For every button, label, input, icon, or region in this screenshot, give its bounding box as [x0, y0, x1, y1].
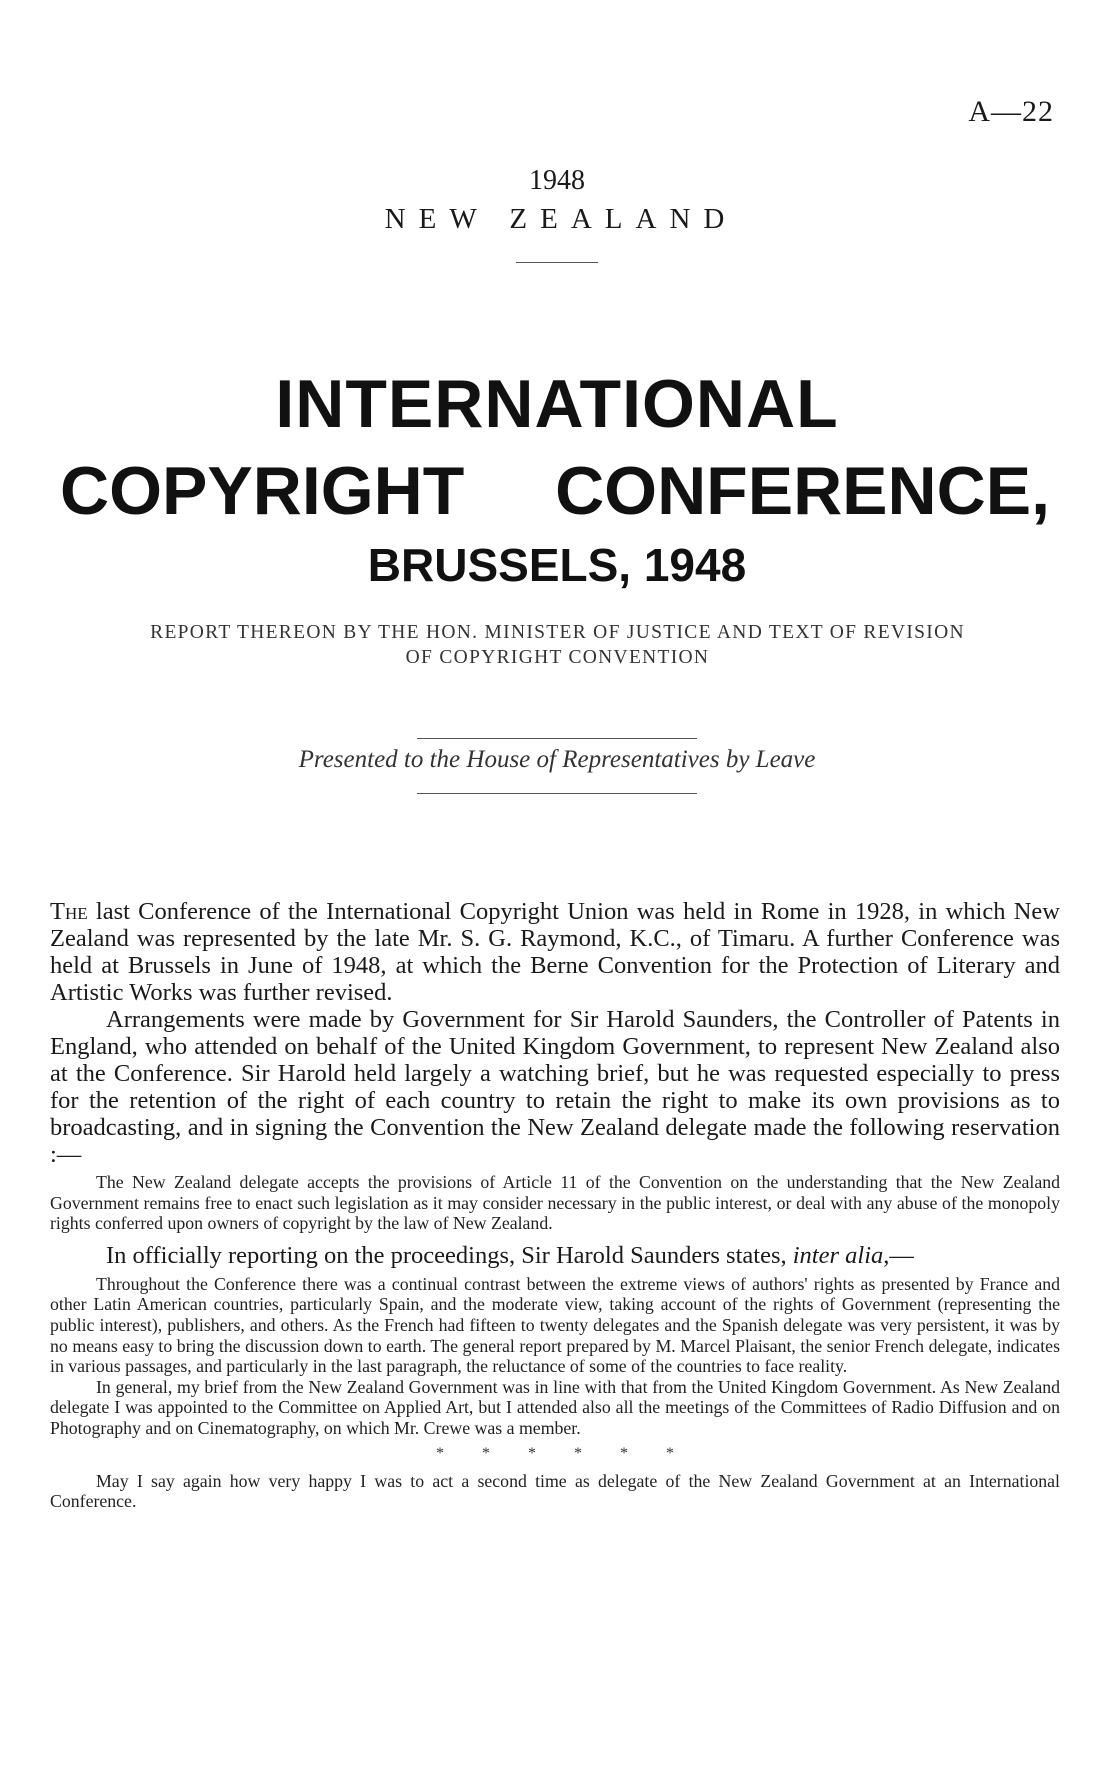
paragraph-3-latin: inter alia	[792, 1241, 884, 1269]
title-line-1: INTERNATIONAL	[275, 366, 839, 442]
saunders-quote-3: May I say again how very happy I was to act a second time as delegate of the New Zealand Government at an International Conference.	[50, 1470, 1060, 1512]
title-line-3: BRUSSELS, 1948	[367, 539, 747, 591]
presented-top-divider	[417, 738, 697, 739]
publication-year: 1948	[529, 165, 585, 196]
paragraph-1	[50, 898, 1060, 1006]
paragraph-2: Arrangements were made by Government for Sir Harold Saunders, the Controller of Patents in England, who attended on behalf of the United Kingdom Government, to represent New Zealand also at the Conference. Sir Harold held largely a watching brief, but he was requested especially to press for the retention of the right of each country to retain the right to make its own provisions as to broadcasting, and in signing the Convention the New Zealand delegate made the following reservation :—	[50, 1006, 1060, 1168]
paragraph-3-end: ,—	[883, 1241, 914, 1269]
paragraph-3-text: In officially reporting on the proceedings, Sir Harold Saunders states,	[106, 1241, 793, 1269]
presented-note: Presented to the House of Representatives by Leave	[298, 746, 816, 773]
country-heading: NEW ZEALAND	[384, 203, 738, 235]
title-word-conference: CONFERENCE,	[555, 453, 1050, 529]
report-body	[50, 898, 1060, 1512]
paragraph-1-text: last Conference of the International Copyright Union was held in Rome in 1928, in which New Zealand was represented by the late Mr. S. G. Raymond, K.C., of Timaru. A further Conference was held at Brussels in June of 1948, at which the Berne Convention for the Protection of Literary and Artistic Works was further revised.	[50, 898, 1060, 1006]
report-subtitle	[60, 620, 1055, 670]
title-word-copyright: COPYRIGHT	[60, 453, 465, 529]
subtitle-line-1: REPORT THEREON BY THE HON. MINISTER OF JUSTICE AND TEXT OF REVISION	[150, 622, 965, 643]
paragraph-1-lead: The	[50, 898, 88, 925]
header-divider	[516, 262, 598, 263]
presented-bottom-divider	[417, 793, 697, 794]
parliamentary-paper-reference: A—22	[968, 95, 1054, 128]
saunders-quote-2: In general, my brief from the New Zealand Government was in line with that from the United Kingdom Government. As New Zealand delegate I was appointed to the Committee on Applied Art, but I attended also all the meetings of the Committees of Radio Diffusion and on Photography and on Cinematography, on which Mr. Crewe was a member.	[50, 1376, 1060, 1438]
title-line-2	[60, 452, 1050, 530]
paragraph-3	[50, 1242, 1060, 1269]
section-separator: * * * * * *	[436, 1444, 674, 1462]
subtitle-line-2: OF COPYRIGHT CONVENTION	[405, 647, 710, 668]
saunders-quote-1: Throughout the Conference there was a continual contrast between the extreme views of authors' rights as presented by France and other Latin American countries, particularly Spain, and the moderate view, taking account of the rights of Government (representing the public interest), publishers, and others. As the French had fifteen to twenty delegates and the Spanish delegate was very persistent, it was by no means easy to bring the discussion down to earth. The general report prepared by M. Marcel Plaisant, the senior French delegate, indicates in various passages, and particularly in the last paragraph, the reluctance of some of the countries to face reality.	[50, 1273, 1060, 1377]
reservation-quote: The New Zealand delegate accepts the provisions of Article 11 of the Convention on the understanding that the New Zealand Government remains free to enact such legislation as it may consider necessary in the public interest, or deal with any abuse of the monopoly rights conferred upon owners of copyright by the law of New Zealand.	[50, 1172, 1060, 1234]
